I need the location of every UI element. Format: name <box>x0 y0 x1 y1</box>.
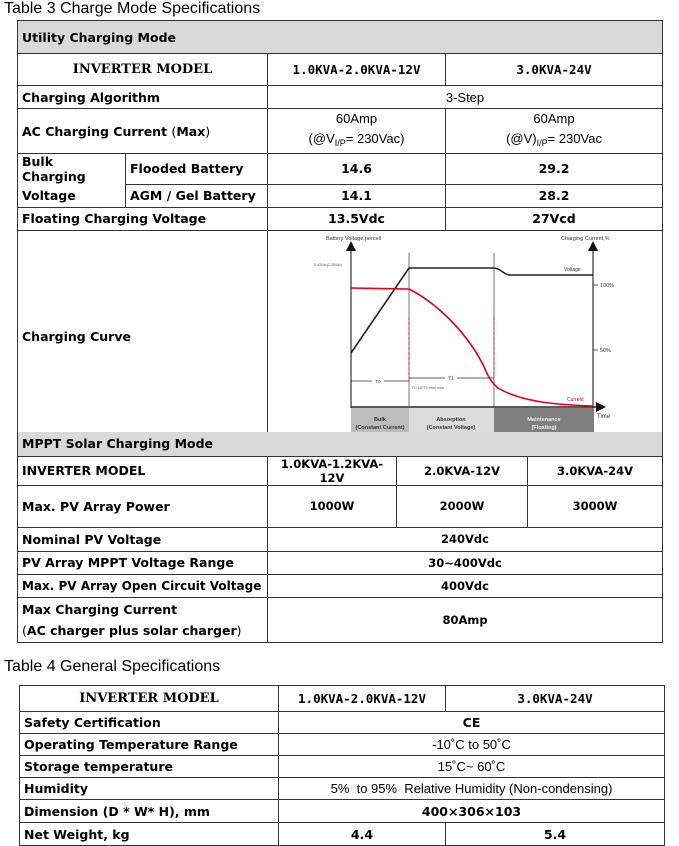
time-axis-label: Time <box>597 413 611 420</box>
mppt-model-2: 2.0KVA-12V <box>397 456 528 485</box>
max-charging-line1: Max Charging Current <box>22 601 178 617</box>
dimension-label: Dimension (D * W* H), mm <box>20 800 279 823</box>
current-line-label: Current <box>567 396 584 403</box>
time-axis-arrow-icon <box>596 402 606 412</box>
ac-charging-value-1 <box>268 109 446 154</box>
operating-temp-row <box>20 734 665 756</box>
stage-maintenance-sub: (Floating) <box>531 424 557 431</box>
table3-title: Table 3 Charge Mode Specifications <box>4 0 261 17</box>
agm-value-1: 14.1 <box>268 184 446 207</box>
agm-row <box>18 184 663 207</box>
tick-100-label: 100% <box>600 282 615 289</box>
ac-prefix-2: (@V) <box>506 131 537 146</box>
ac-sub-1: I/P <box>334 138 346 148</box>
mppt-header-row <box>18 432 663 456</box>
open-circuit-row <box>18 574 663 597</box>
right-axis-label: Charging Current,% <box>561 235 610 242</box>
open-circuit-value: 400Vdc <box>268 574 663 597</box>
dimension-row <box>20 800 665 823</box>
utility-header-row <box>18 21 663 54</box>
floating-row <box>18 207 663 230</box>
net-weight-1: 4.4 <box>279 823 446 846</box>
model-2: 3.0KVA-24V <box>446 54 663 86</box>
utility-charging-mode-header: Utility Charging Mode <box>18 21 663 54</box>
ac-prefix-1: (@V <box>308 131 335 146</box>
floating-label: Floating Charging Voltage <box>18 207 268 230</box>
max-charging-line2: (AC charger plus solar charger) <box>22 622 242 638</box>
net-weight-label: Net Weight, kg <box>20 823 279 846</box>
voltage-tick-label: 2.43Vdc(2.35Vdc) <box>314 262 343 267</box>
charge-mode-table <box>17 20 663 443</box>
agm-battery-label: AGM / Gel Battery <box>126 184 268 207</box>
model-1: 1.0KVA-2.0KVA-12V <box>268 54 446 86</box>
max-pv-power-3: 3000W <box>528 485 663 527</box>
tick-50-label: 50% <box>600 347 612 354</box>
storage-temp-label: Storage temperature <box>20 756 279 778</box>
left-axis-arrow-icon <box>346 241 356 251</box>
ac-suffix-2: = 230Vac <box>547 131 602 146</box>
left-axis-label: Battery Voltage,percell <box>326 235 382 242</box>
inverter-model-row <box>18 54 663 86</box>
storage-temp-row <box>20 756 665 778</box>
net-weight-row <box>20 823 665 846</box>
humidity-row <box>20 778 665 800</box>
ac-label-suffix: Max <box>176 123 206 139</box>
mppt-solar-charging-mode-header: MPPT Solar Charging Mode <box>18 432 663 456</box>
charging-curve-chart <box>268 231 662 442</box>
charging-curve-label: Charging Curve <box>18 230 268 442</box>
ac-condition-1 <box>272 129 441 153</box>
net-weight-2: 5.4 <box>446 823 665 846</box>
t1-note: T1=10*T0 mini num <box>411 385 445 390</box>
voltage-line-label: Voltage <box>564 266 581 273</box>
ac-condition-2 <box>450 129 658 153</box>
safety-row <box>20 712 665 734</box>
t1-label: T1 <box>448 375 454 382</box>
dimension-value: 400×306×103 <box>279 800 665 823</box>
ac-sub-2: I/P <box>536 138 548 148</box>
mppt-range-value: 30~400Vdc <box>268 551 663 574</box>
stage-absorption-name: Absorption <box>436 416 466 423</box>
ac-suffix-1: = 230Vac) <box>345 131 405 146</box>
mppt-range-label: PV Array MPPT Voltage Range <box>18 551 268 574</box>
safety-label: Safety Certification <box>20 712 279 734</box>
mppt-range-row <box>18 551 663 574</box>
flooded-value-2: 29.2 <box>446 154 663 185</box>
nominal-pv-row <box>18 527 663 551</box>
flooded-row <box>18 154 663 185</box>
ac-charging-value-2 <box>446 109 663 154</box>
stage-absorption-sub: (Constant Voltage) <box>426 424 476 431</box>
voltage-curve <box>351 268 593 353</box>
nominal-pv-label: Nominal PV Voltage <box>18 527 268 551</box>
max-pv-power-label: Max. PV Array Power <box>18 485 268 527</box>
mppt-inverter-model-row <box>18 456 663 485</box>
t0-label: T0 <box>375 378 381 384</box>
charging-curve-cell <box>268 230 663 442</box>
charging-curve-row <box>18 230 663 442</box>
max-charging-current-row <box>18 597 663 642</box>
mppt-table <box>17 432 663 643</box>
general-specs-table <box>19 685 665 846</box>
table4-title: Table 4 General Specifications <box>4 658 221 675</box>
inverter-model-label: INVERTER MODEL <box>18 54 268 86</box>
right-axis-arrow-icon <box>588 241 598 251</box>
mppt-inverter-model-label: INVERTER MODEL <box>18 456 268 485</box>
charging-algorithm-value: 3-Step <box>268 86 663 109</box>
flooded-battery-label: Flooded Battery <box>126 154 268 185</box>
bulk-charging-label-2: Voltage <box>18 184 126 207</box>
open-circuit-label: Max. PV Array Open Circuit Voltage <box>18 574 268 597</box>
nominal-pv-value: 240Vdc <box>268 527 663 551</box>
t4-model-1: 1.0KVA-2.0KVA-12V <box>279 686 446 712</box>
operating-temp-label: Operating Temperature Range <box>20 734 279 756</box>
t4-inverter-model-row <box>20 686 665 712</box>
safety-value: CE <box>279 712 665 734</box>
bulk-charging-label-1: Bulk Charging <box>18 154 126 185</box>
mppt-model-1: 1.0KVA-1.2KVA-12V <box>268 456 397 485</box>
floating-value-1: 13.5Vdc <box>268 207 446 230</box>
stage-bulk-name: Bulk <box>374 416 386 423</box>
ac-amp-2: 60Amp <box>533 111 575 126</box>
ac-label-text: AC Charging Current <box>22 123 168 139</box>
ac-charging-current-row <box>18 109 663 154</box>
max-charging-current-label <box>18 597 268 642</box>
stage-bulk-sub: (Constant Current) <box>355 424 405 431</box>
ac-charging-current-label: AC Charging Current (Max) <box>18 109 268 154</box>
max-pv-power-1: 1000W <box>268 485 397 527</box>
charging-algorithm-row <box>18 86 663 109</box>
t4-inverter-model-label: INVERTER MODEL <box>20 686 279 712</box>
operating-temp-value: -10˚C to 50˚C <box>279 734 665 756</box>
agm-value-2: 28.2 <box>446 184 663 207</box>
floating-value-2: 27Vcd <box>446 207 663 230</box>
max-pv-power-2: 2000W <box>397 485 528 527</box>
flooded-value-1: 14.6 <box>268 154 446 185</box>
storage-temp-value: 15˚C~ 60˚C <box>279 756 665 778</box>
humidity-label: Humidity <box>20 778 279 800</box>
max-charging-line2-text: AC charger plus solar charger <box>26 622 237 638</box>
charging-algorithm-label: Charging Algorithm <box>18 86 268 109</box>
mppt-model-3: 3.0KVA-24V <box>528 456 663 485</box>
t4-model-2: 3.0KVA-24V <box>446 686 665 712</box>
max-charging-current-value: 80Amp <box>268 597 663 642</box>
stage-maintenance-name: Maintenance <box>527 416 561 423</box>
ac-amp-1: 60Amp <box>335 111 378 126</box>
current-curve <box>351 288 593 406</box>
humidity-value: 5% to 95% Relative Humidity (Non-condensing) <box>279 778 665 800</box>
max-pv-power-row <box>18 485 663 527</box>
